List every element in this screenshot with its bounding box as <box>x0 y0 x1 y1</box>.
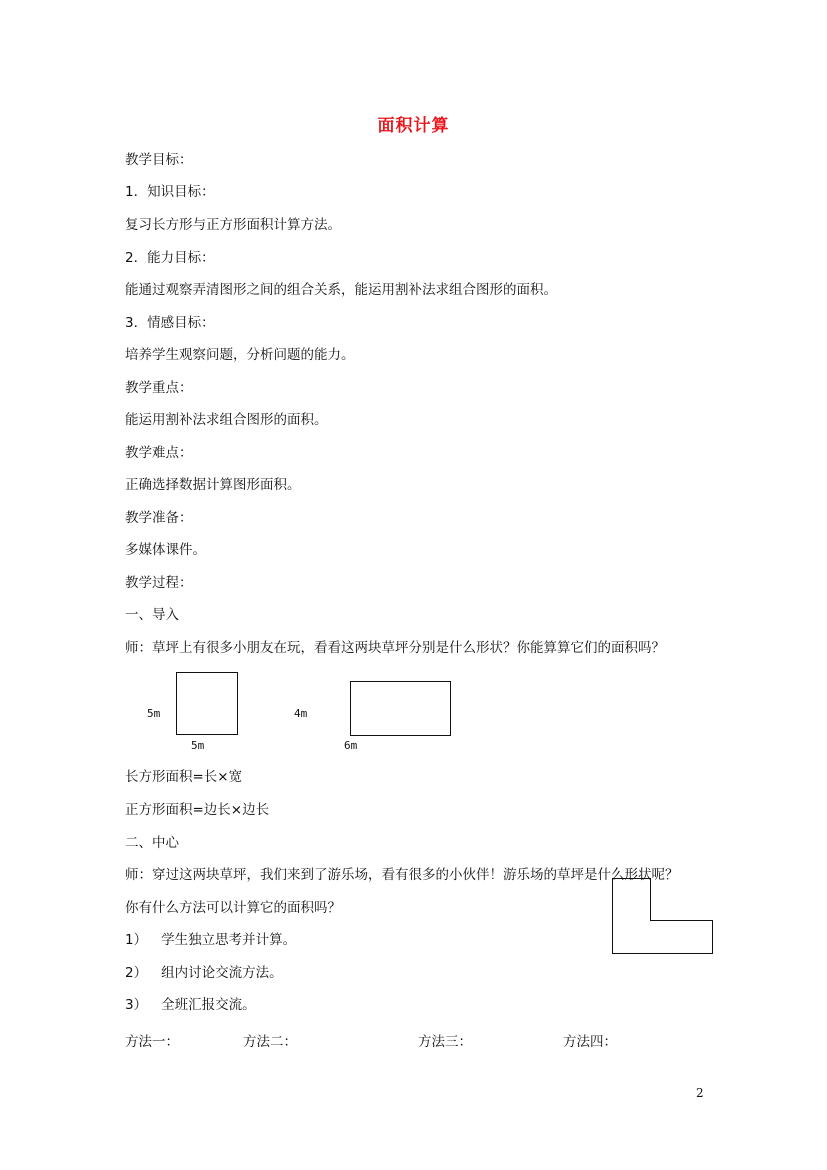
goal2-heading: 2．能力目标： <box>125 250 215 266</box>
goal3-text: 培养学生观察问题，分析问题的能力。 <box>125 347 355 363</box>
goal3-heading: 3．情感目标： <box>125 315 215 331</box>
page-title: 面积计算 <box>377 116 450 136</box>
step-2-text: 组内讨论交流方法。 <box>161 965 283 981</box>
method-1-label: 方法一： <box>125 1034 179 1050</box>
question-text: 你有什么方法可以计算它的面积吗？ <box>125 900 341 916</box>
method-2-label: 方法二： <box>243 1034 297 1050</box>
step-3-number: 3） <box>125 997 148 1013</box>
square-formula: 正方形面积=边长×边长 <box>125 802 270 818</box>
step-2-number: 2） <box>125 965 148 981</box>
rectangle-formula: 长方形面积=长×宽 <box>125 769 243 785</box>
step-2 <box>125 964 283 982</box>
goal1-text: 复习长方形与正方形面积计算方法。 <box>125 217 341 233</box>
square-side-label: 5m <box>147 707 161 720</box>
goals-heading: 教学目标： <box>125 152 193 168</box>
rectangle-bottom-label: 6m <box>344 739 358 752</box>
step-3-text: 全班汇报交流。 <box>161 997 256 1013</box>
rectangle-side-label: 4m <box>294 707 308 720</box>
teacher-prompt-1: 师：草坪上有很多小朋友在玩，看看这两块草坪分别是什么形状？你能算算它们的面积吗？ <box>125 640 665 656</box>
process-heading: 教学过程： <box>125 575 193 591</box>
section2-heading: 二、中心 <box>125 835 179 851</box>
page-number: 2 <box>696 1086 704 1100</box>
square-bottom-label: 5m <box>191 739 205 752</box>
prep-heading: 教学准备： <box>125 510 193 526</box>
step-1-number: 1） <box>125 932 148 948</box>
method-3-label: 方法三： <box>418 1034 472 1050</box>
prep-text: 多媒体课件。 <box>125 542 206 558</box>
teacher-prompt-2: 师：穿过这两块草坪，我们来到了游乐场，看有很多的小伙伴！游乐场的草坪是什么形状呢？ <box>125 867 679 883</box>
section1-heading: 一、导入 <box>125 607 179 623</box>
step-1-text: 学生独立思考并计算。 <box>161 932 297 948</box>
key-text: 能运用割补法求组合图形的面积。 <box>125 412 328 428</box>
goal2-text: 能通过观察弄清图形之间的组合关系，能运用割补法求组合图形的面积。 <box>125 282 557 298</box>
step-1 <box>125 931 296 949</box>
difficulty-text: 正确选择数据计算图形面积。 <box>125 477 301 493</box>
step-3 <box>125 996 256 1014</box>
goal1-heading: 1．知识目标： <box>125 184 215 200</box>
difficulty-heading: 教学难点： <box>125 445 193 461</box>
method-4-label: 方法四： <box>563 1034 617 1050</box>
key-heading: 教学重点： <box>125 380 193 396</box>
